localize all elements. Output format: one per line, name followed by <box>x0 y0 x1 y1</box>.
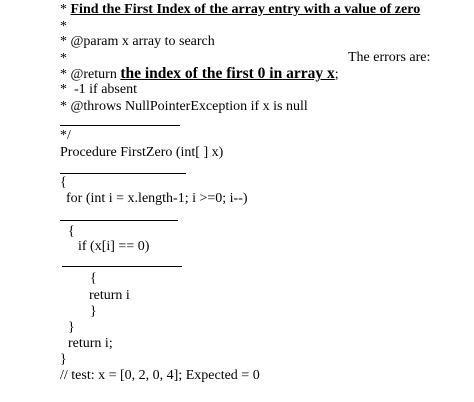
procedure-signature: Procedure FirstZero (int[ ] x) <box>60 145 224 160</box>
close-brace-2: } <box>68 320 75 335</box>
comment-prefix: * <box>60 2 71 17</box>
return-line <box>60 66 339 83</box>
return-semicolon: ; <box>334 67 339 82</box>
comment-end-line: */ <box>60 128 71 143</box>
absent-line: * -1 if absent <box>60 82 137 97</box>
return-prefix: * @return <box>60 67 121 82</box>
return-i-semicolon-line: return i; <box>68 336 113 351</box>
return-i-line: return i <box>89 288 130 303</box>
close-brace-1: } <box>60 352 67 367</box>
errors-label: The errors are: <box>348 50 431 65</box>
blank-line-1 <box>60 125 180 126</box>
open-brace-3: { <box>90 271 97 286</box>
if-line: if (x[i] == 0) <box>78 239 150 254</box>
blank-line-2 <box>60 173 186 174</box>
comment-star-line: * <box>60 19 67 34</box>
for-loop-line: for (int i = x.length-1; i >=0; i--) <box>66 191 248 206</box>
doc-title-line <box>60 2 420 18</box>
doc-title: Find the First Index of the array entry with a value of zero <box>70 2 421 17</box>
param-line: * @param x array to search <box>60 34 215 49</box>
test-comment-line: // test: x = [0, 2, 0, 4]; Expected = 0 <box>60 368 260 383</box>
close-brace-3: } <box>90 304 97 319</box>
throws-line: * @throws NullPointerException if x is null <box>60 99 308 114</box>
open-brace-2: { <box>68 224 75 239</box>
blank-line-3 <box>60 220 178 221</box>
blank-line-4 <box>62 266 182 267</box>
comment-star-line-2: * <box>60 51 67 66</box>
open-brace-1: { <box>60 175 67 190</box>
return-description: the index of the first 0 in array x <box>120 65 335 82</box>
